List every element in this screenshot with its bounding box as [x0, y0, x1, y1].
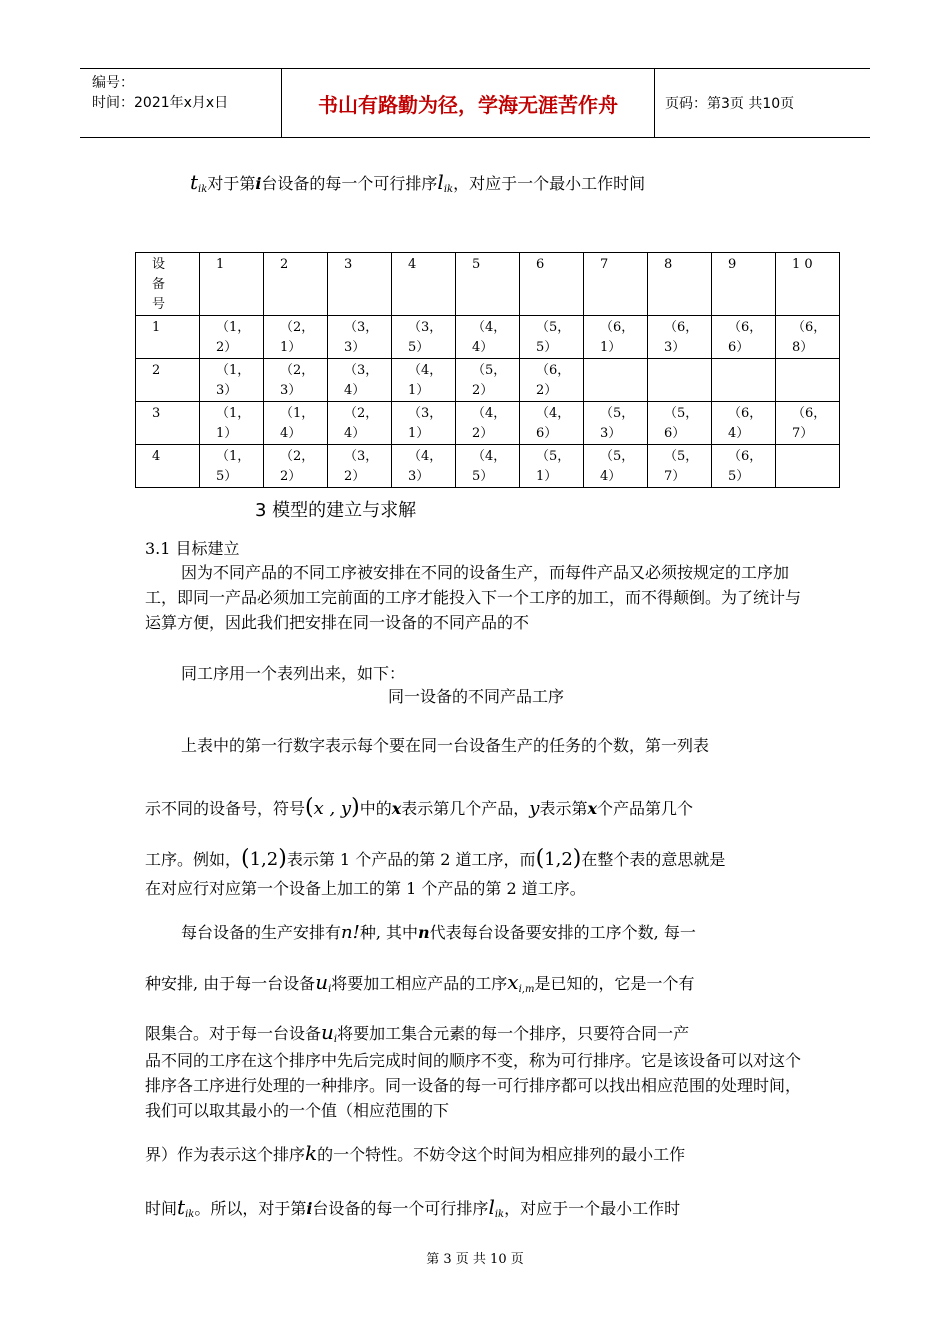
column-header: 1 0: [776, 253, 840, 316]
cell-line: 4）: [600, 469, 622, 484]
cell-line: （1，: [216, 406, 251, 421]
table-cell: [520, 402, 584, 445]
motto: 书山有路勤为径，学海无涯苦作舟: [282, 69, 655, 137]
symbol-x: x: [507, 970, 519, 994]
table-cell: [520, 359, 584, 402]
table-cell: [712, 445, 776, 488]
symbol-x-2: x: [587, 799, 598, 818]
page-info: 页码：第3页 共10页: [665, 96, 795, 112]
top-text-2: 台设备的每一个可行排序: [261, 174, 438, 193]
cell-line: 4）: [728, 426, 750, 441]
p3-text-5: 个产品第几个: [597, 799, 694, 818]
symbol-l: l: [488, 1195, 495, 1219]
p7-text-2: 将要加工集合元素的每一个排序，只要符合同一产: [337, 1024, 690, 1043]
table-cell: [584, 445, 648, 488]
header-label-cell: [136, 253, 200, 316]
p4-text-2: 表示第 1 个产品的第 2 道工序，而: [286, 850, 536, 869]
cell-line: （4，: [408, 449, 443, 464]
table-cell: [456, 445, 520, 488]
table-cell: [520, 316, 584, 359]
symbol-xy: x , y: [313, 798, 352, 819]
paren-close: ): [278, 846, 287, 871]
cell-line: （4，: [408, 363, 443, 378]
table-cell: [200, 359, 264, 402]
column-header: 9: [712, 253, 776, 316]
cell-line: （3，: [344, 320, 379, 335]
column-header: 6: [520, 253, 584, 316]
equipment-table: [135, 252, 840, 488]
p4-text-1: 工序。例如，: [145, 850, 242, 869]
cell-line: （4，: [472, 406, 507, 421]
paren-close: ): [572, 846, 582, 871]
sub-ik: ik: [198, 184, 208, 195]
row-id-cell: 3: [136, 402, 200, 445]
cell-line: 6）: [728, 340, 750, 355]
cell-line: （1，: [280, 406, 315, 421]
cell-line: 2）: [472, 426, 494, 441]
cell-line: （4，: [536, 406, 571, 421]
cell-line: （2，: [280, 449, 315, 464]
cell-line: （3，: [408, 320, 443, 335]
sub-i: i: [333, 1034, 338, 1045]
cell-line: （5，: [664, 449, 699, 464]
table-cell: [584, 316, 648, 359]
top-text-3: ，对应于一个最小工作时间: [453, 174, 646, 193]
table-cell: [648, 359, 712, 402]
table-cell: [712, 402, 776, 445]
cell-line: （5，: [600, 406, 635, 421]
cell-line: （3，: [344, 449, 379, 464]
table-cell: [776, 316, 840, 359]
table-cell: [712, 316, 776, 359]
table-header-row: [136, 253, 840, 316]
cell-line: 3）: [280, 383, 302, 398]
sub-i: i: [328, 984, 332, 995]
symbol-y: y: [529, 798, 540, 819]
cell-line: 2）: [472, 383, 494, 398]
header-left-cell: [80, 69, 282, 137]
table-cell: [264, 402, 328, 445]
paren-open: (: [535, 846, 545, 871]
symbol-k: k: [305, 1141, 318, 1165]
table-cell: [648, 316, 712, 359]
cell-line: （6，: [600, 320, 635, 335]
table-row: [136, 402, 840, 445]
symbol-x: x: [391, 799, 402, 818]
table-cell: [584, 359, 648, 402]
header-label-char: 号: [152, 297, 166, 312]
cell-line: （5，: [536, 320, 571, 335]
p9-text-4: ，对应于一个最小工作时: [504, 1199, 681, 1218]
paragraph-5: [145, 920, 807, 945]
table-cell: [456, 402, 520, 445]
cell-line: 3）: [600, 426, 622, 441]
cell-line: （6，: [536, 363, 571, 378]
symbol-u: u: [321, 1020, 334, 1044]
symbol-u: u: [315, 970, 329, 994]
sub-ik-2: ik: [443, 184, 454, 195]
table-cell: [328, 402, 392, 445]
sub-im: i,m: [518, 984, 535, 995]
p8-text-1: 界）作为表示这个排序: [145, 1145, 306, 1164]
p3-text-3: 表示第几个产品，: [401, 799, 530, 818]
cell-line: （6，: [792, 320, 827, 335]
table-cell: [456, 359, 520, 402]
table-cell: [520, 445, 584, 488]
cell-line: 2）: [536, 383, 558, 398]
cell-line: 1）: [216, 426, 238, 441]
cell-line: （3，: [344, 363, 379, 378]
table-cell: [392, 359, 456, 402]
column-header: 2: [264, 253, 328, 316]
var-t: t: [190, 170, 199, 194]
column-header: 7: [584, 253, 648, 316]
symbol-t: t: [177, 1195, 186, 1219]
table-cell: [264, 359, 328, 402]
cell-line: 5）: [408, 340, 430, 355]
cell-line: 4）: [344, 383, 366, 398]
table-row: [136, 359, 840, 402]
section-title: 3 模型的建立与求解: [255, 500, 417, 521]
cell-line: （6，: [664, 320, 699, 335]
table-cell: [200, 316, 264, 359]
cell-line: 2）: [344, 469, 366, 484]
cell-line: （6，: [728, 449, 763, 464]
cell-line: 5）: [216, 469, 238, 484]
cell-line: （5，: [664, 406, 699, 421]
table-cell: [584, 402, 648, 445]
table-cell: [328, 445, 392, 488]
cell-line: 4）: [344, 426, 366, 441]
cell-line: （2，: [280, 320, 315, 335]
column-header: 1: [200, 253, 264, 316]
table-row: [136, 445, 840, 488]
p5-text-2: 种, 其中: [359, 923, 419, 942]
cell-line: （5，: [472, 363, 507, 378]
paragraph-8: [145, 1141, 807, 1167]
paragraph-7b: 品不同的工序在这个排序中先后完成时间的顺序不变，称为可行排序。它是该设备可以对这个排序各工序进行处理的一种排序。同一设备的每一可行排序都可以找出相应范围的处理时间，我们可以取其最小的一个值（相应范围的下: [145, 1051, 802, 1120]
cell-line: 1）: [600, 340, 622, 355]
table-row: [136, 316, 840, 359]
page-footer: 第 3 页 共 10 页: [426, 1252, 524, 1267]
date-line: 时间：2021年x月x日: [92, 95, 229, 111]
p9-text-1: 时间: [145, 1199, 178, 1218]
paren-open: (: [241, 846, 250, 871]
table-cell: [200, 402, 264, 445]
column-header: 3: [328, 253, 392, 316]
var-i: i: [255, 174, 262, 193]
cell-line: 5）: [472, 469, 494, 484]
cell-line: （6，: [728, 406, 763, 421]
p7-text-1: 限集合。对于每一台设备: [145, 1024, 322, 1043]
cell-line: 8）: [792, 340, 814, 355]
cell-line: 3）: [664, 340, 686, 355]
paragraph-4: [145, 846, 807, 872]
cell-line: （6，: [792, 406, 827, 421]
table-cell: [648, 402, 712, 445]
symbol-n-factorial: n!: [341, 922, 360, 943]
cell-line: 1）: [408, 383, 430, 398]
cell-line: 6）: [664, 426, 686, 441]
header-label-char: 备: [152, 277, 166, 292]
table-caption: 同一设备的不同产品工序: [387, 687, 564, 706]
p9-text-2: 。所以，对于第: [194, 1199, 307, 1218]
column-header: 4: [392, 253, 456, 316]
paragraph-4b: 在对应行对应第一个设备上加工的第 1 个产品的第 2 道工序。: [145, 879, 586, 898]
cell-line: （5，: [600, 449, 635, 464]
symbol-i: i: [306, 1199, 313, 1218]
cell-line: 2）: [280, 469, 302, 484]
cell-line: 3）: [216, 383, 238, 398]
p3-text-1: 示不同的设备号，符号: [145, 799, 306, 818]
cell-line: 1）: [280, 340, 302, 355]
paragraph-3: [145, 795, 807, 821]
p6-text-2: 将要加工相应产品的工序: [331, 974, 508, 993]
page-header: [80, 68, 870, 138]
table-cell: [264, 316, 328, 359]
sub-ik-2: ik: [494, 1209, 505, 1220]
cell-line: （1，: [216, 320, 251, 335]
pair-1-2: 1,2: [249, 849, 279, 870]
table-cell: [392, 445, 456, 488]
symbol-n: n: [418, 923, 430, 942]
subsection-title: 3.1 目标建立: [145, 539, 240, 558]
p5-text-3: 代表每台设备要安排的工序个数, 每一: [429, 923, 696, 942]
cell-line: 5）: [728, 469, 750, 484]
p3-text-4: 表示第: [539, 799, 588, 818]
cell-line: 3）: [408, 469, 430, 484]
cell-line: （1，: [216, 363, 251, 378]
p8-text-2: 的一个特性。不妨令这个时间为相应排列的最小工作: [317, 1145, 686, 1164]
paren-open: (: [305, 795, 314, 820]
number-label: 编号：: [92, 75, 134, 91]
p4-text-3: 在整个表的意思就是: [581, 850, 726, 869]
row-id-cell: 4: [136, 445, 200, 488]
cell-line: 4）: [472, 340, 494, 355]
column-header: 8: [648, 253, 712, 316]
var-l: l: [437, 170, 444, 194]
cell-line: 3）: [344, 340, 366, 355]
cell-line: 7）: [792, 426, 814, 441]
table-cell: [328, 359, 392, 402]
cell-line: （6，: [728, 320, 763, 335]
column-header: 5: [456, 253, 520, 316]
cell-line: （4，: [472, 449, 507, 464]
cell-line: 2）: [216, 340, 238, 355]
cell-line: （2，: [280, 363, 315, 378]
cell-line: （1，: [216, 449, 251, 464]
p5-text-1: 每台设备的生产安排有: [181, 923, 342, 942]
paragraph-9: [145, 1195, 807, 1227]
p3-text-2: 中的: [359, 799, 392, 818]
sub-ik: ik: [185, 1209, 195, 1220]
paragraph-1: 因为不同产品的不同工序被安排在不同的设备生产，而每件产品又必须按规定的工序加工，即同一产品必须加工完前面的工序才能投入下一个工序的加工，而不得颠倒。为了统计与运算方便，因此我们把安排在同一设备的不同产品的不: [145, 563, 802, 632]
cell-line: 5）: [536, 340, 558, 355]
table-cell: [392, 316, 456, 359]
table-cell: [776, 359, 840, 402]
table-cell: [776, 402, 840, 445]
cell-line: （5，: [536, 449, 571, 464]
paragraph-2: 上表中的第一行数字表示每个要在同一台设备生产的任务的个数，第一列表: [181, 736, 710, 755]
row-id-cell: 2: [136, 359, 200, 402]
table-cell: [456, 316, 520, 359]
table-cell: [328, 316, 392, 359]
cell-line: 7）: [664, 469, 686, 484]
p9-text-3: 台设备的每一个可行排序: [312, 1199, 489, 1218]
row-id-cell: 1: [136, 316, 200, 359]
table-cell: [392, 402, 456, 445]
cell-line: 1）: [408, 426, 430, 441]
table-cell: [712, 359, 776, 402]
cell-line: 1）: [536, 469, 558, 484]
top-line: [190, 170, 645, 195]
cell-line: 4）: [280, 426, 302, 441]
table-cell: [776, 445, 840, 488]
top-text-1: 对于第: [207, 174, 256, 193]
p6-text-1: 种安排, 由于每一台设备: [145, 974, 316, 993]
table-cell: [264, 445, 328, 488]
cell-line: （2，: [344, 406, 379, 421]
cell-line: （3，: [408, 406, 443, 421]
paren-close: ): [351, 795, 360, 820]
header-label-char: 设: [152, 257, 166, 272]
paragraph-6: [145, 970, 807, 1002]
cell-line: 6）: [536, 426, 558, 441]
pair-1-2-b: 1,2: [544, 849, 573, 870]
p6-text-3: 是已知的，它是一个有: [534, 974, 695, 993]
cell-line: （4，: [472, 320, 507, 335]
table-cell: [200, 445, 264, 488]
paragraph-1b: 同工序用一个表列出来，如下：: [181, 664, 406, 683]
table-cell: [648, 445, 712, 488]
